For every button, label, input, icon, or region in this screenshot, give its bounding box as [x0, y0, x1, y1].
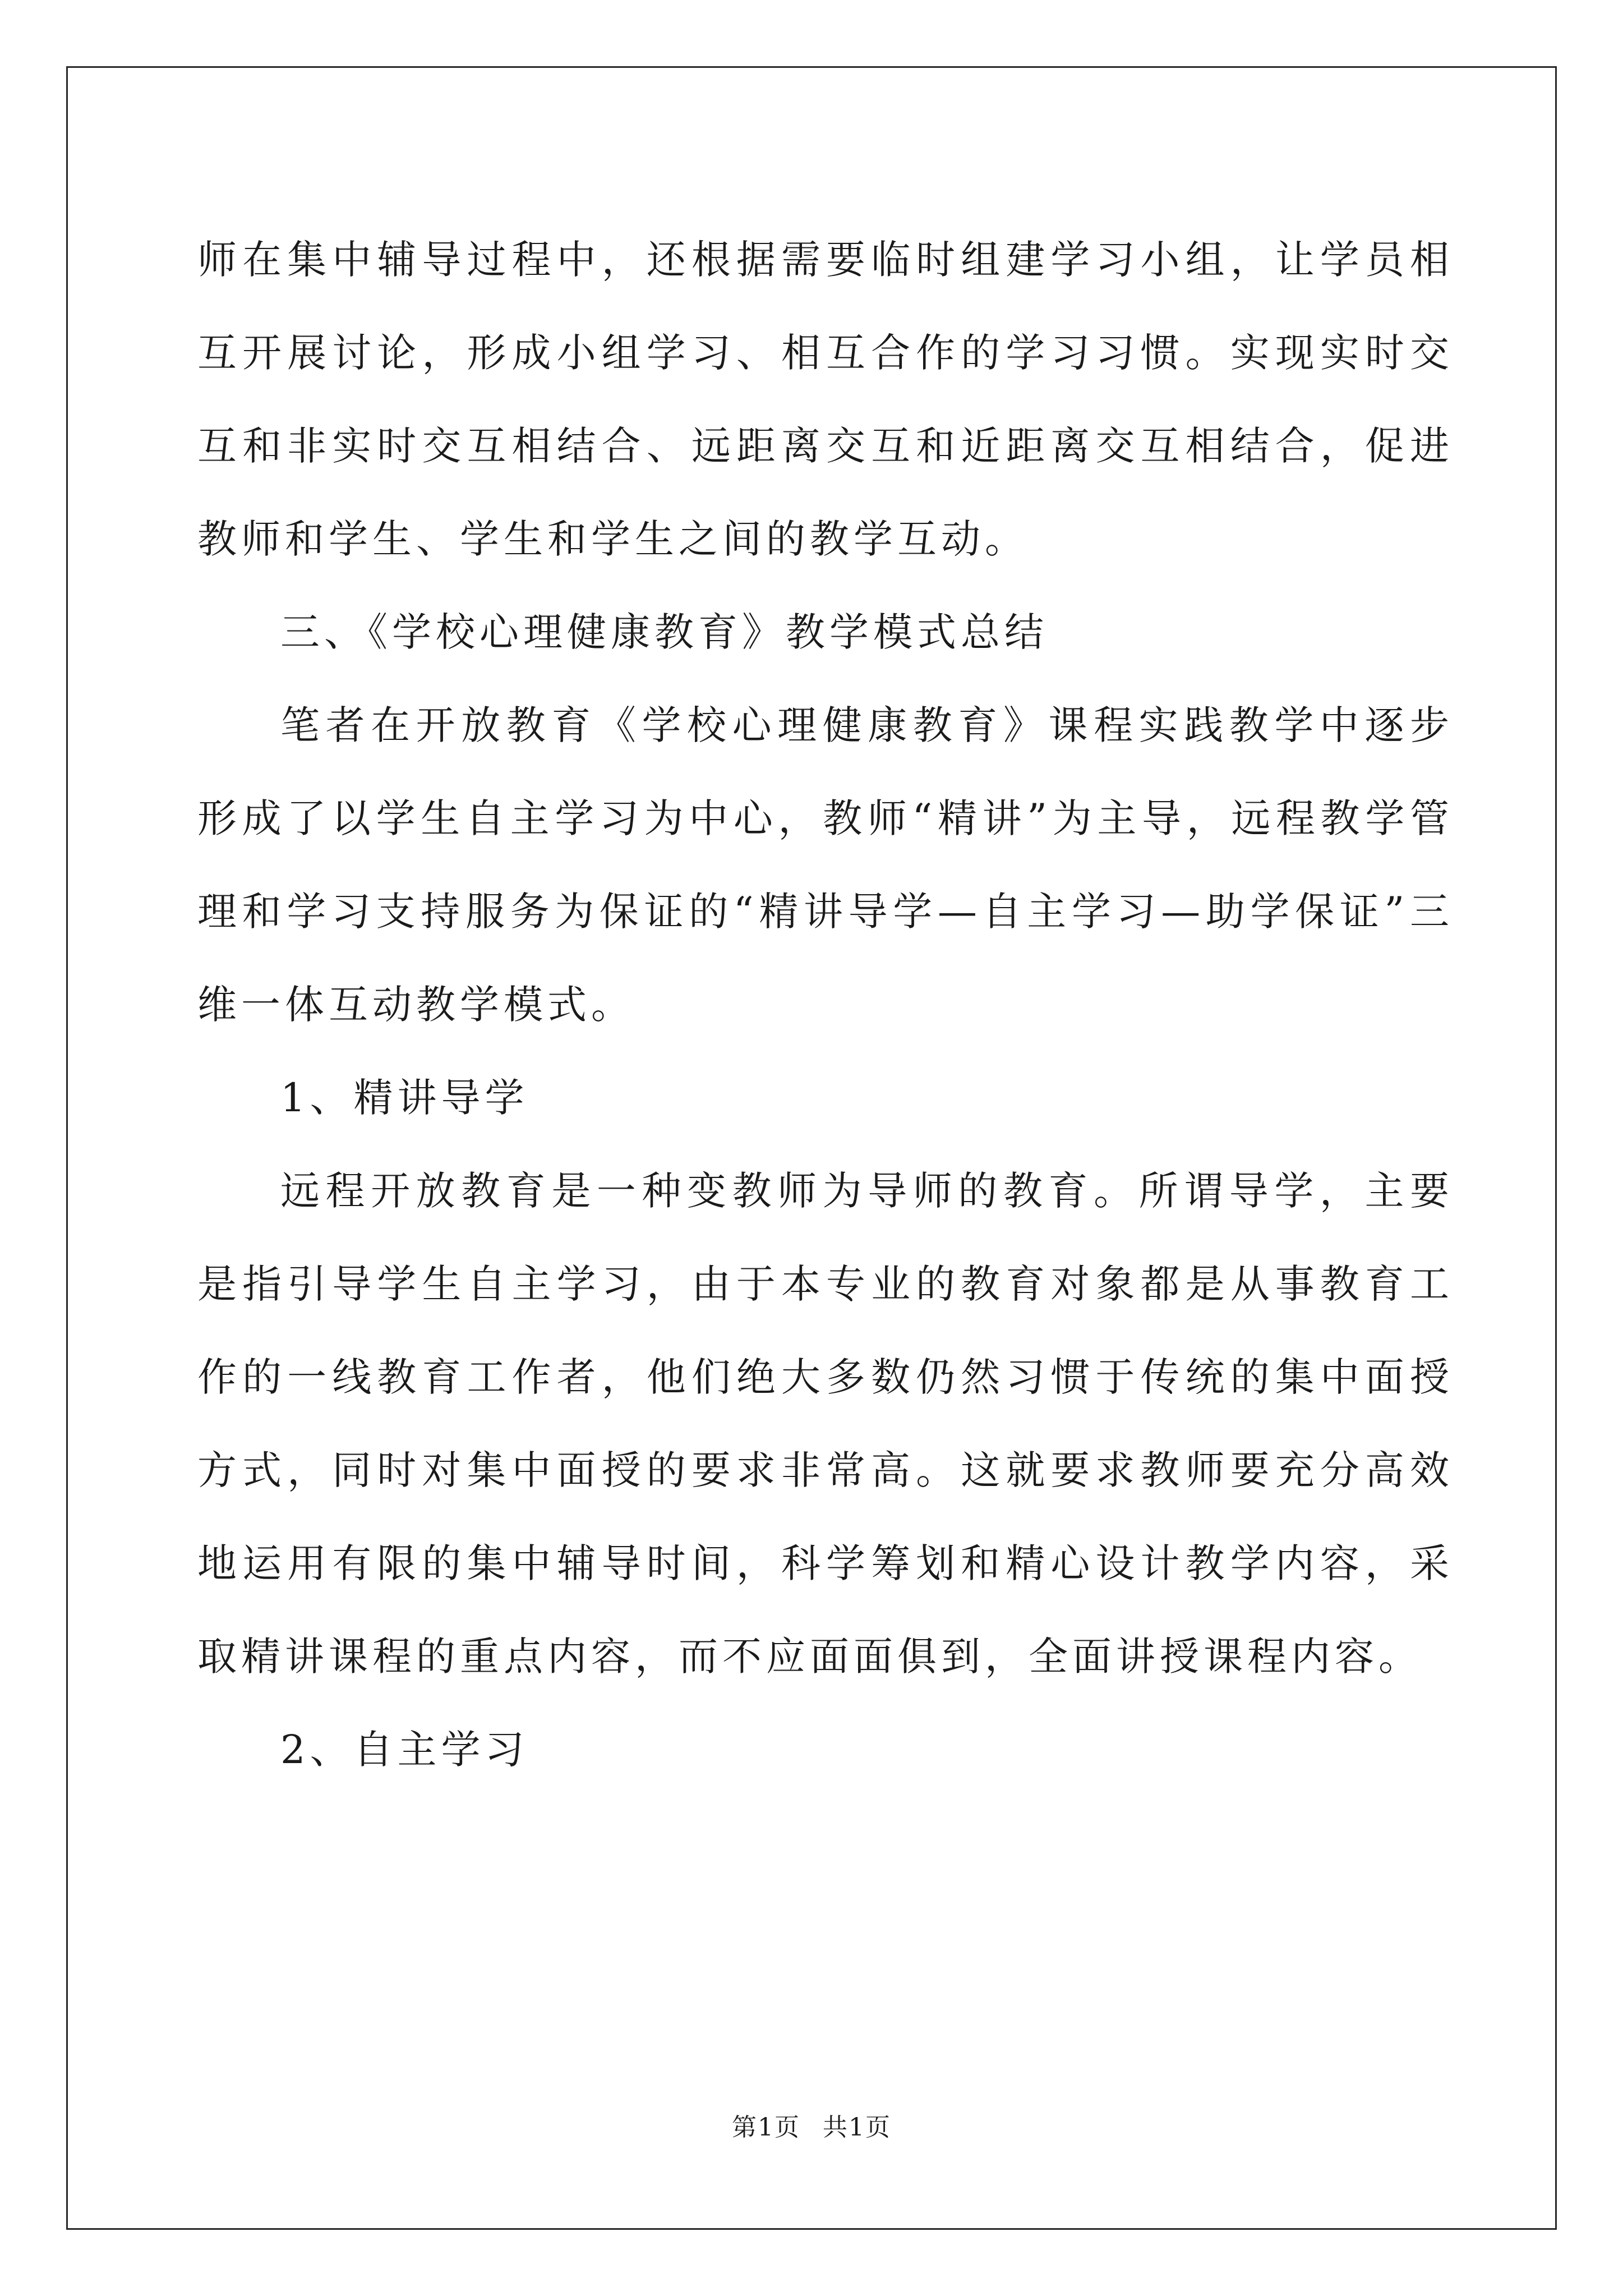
- page-number-current: 第1页: [732, 2113, 800, 2142]
- page-footer: [0, 2107, 1623, 2143]
- paragraph-summary: 笔者在开放教育《学校心理健康教育》课程实践教学中逐步形成了以学生自主学习为中心，教师“精讲”为主导，远程教学管理和学习支持服务为保证的“精讲导学—自主学习—助学保证”三维一体互动教学模式。: [197, 702, 1454, 1028]
- paragraph-continuation: 师在集中辅导过程中，还根据需要临时组建学习小组，让学员相互开展讨论，形成小组学习、相互合作的学习习惯。实现实时交互和非实时交互相结合、远距离交互和近距离交互相结合，促进教师和学生、学生和学生之间的教学互动。: [197, 237, 1454, 562]
- paragraph-guided-learning: 远程开放教育是一种变教师为导师的教育。所谓导学，主要是指引导学生自主学习，由于本专业的教育对象都是从事教育工作的一线教育工作者，他们绝大多数仍然习惯于传统的集中面授方式，同时对集中面授的要求非常高。这就要求教师要充分高效地运用有限的集中辅导时间，科学筹划和精心设计教学内容，采取精讲课程的重点内容，而不应面面俱到，全面讲授课程内容。: [197, 1168, 1454, 1680]
- section-heading-3: 三、《学校心理健康教育》教学模式总结: [280, 609, 1048, 655]
- subheading-1: 1、精讲导学: [280, 1075, 529, 1121]
- page-number-total: 共1页: [823, 2113, 891, 2142]
- subheading-2: 2、自主学习: [280, 1727, 529, 1773]
- document-body: [197, 213, 1454, 1796]
